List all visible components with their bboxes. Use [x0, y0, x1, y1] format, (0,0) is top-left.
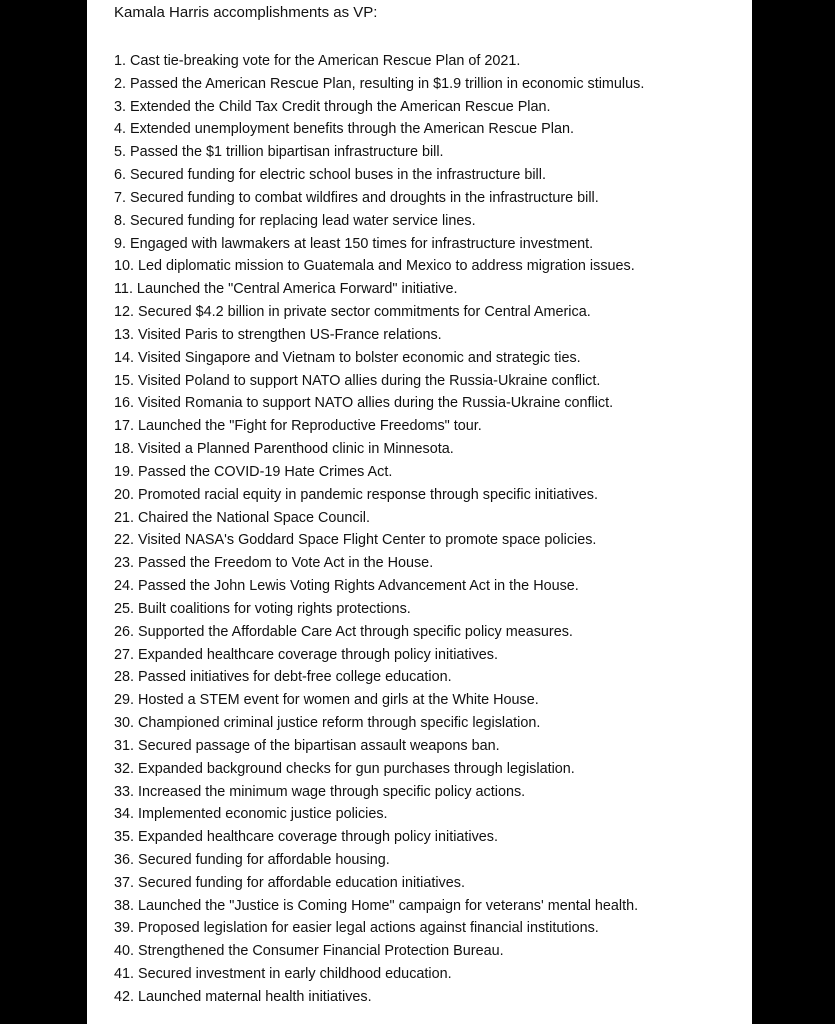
list-item: 1. Cast tie-breaking vote for the American Rescue Plan of 2021. — [114, 53, 521, 69]
list-item: 32. Expanded background checks for gun purchases through legislation. — [114, 760, 575, 777]
list-item: 40. Strengthened the Consumer Financial Protection Bureau. — [114, 943, 504, 960]
list-item: 26. Supported the Affordable Care Act through specific policy measures. — [114, 623, 573, 640]
list-item: 14. Visited Singapore and Vietnam to bolster economic and strategic ties. — [114, 349, 581, 366]
list-item: 36. Secured funding for affordable housing. — [114, 851, 390, 868]
list-item: 31. Secured passage of the bipartisan assault weapons ban. — [114, 737, 500, 754]
list-item: 15. Visited Poland to support NATO allies during the Russia-Ukraine conflict. — [114, 372, 601, 389]
list-item: 22. Visited NASA's Goddard Space Flight Center to promote space policies. — [114, 532, 597, 549]
list-item: 24. Passed the John Lewis Voting Rights Advancement Act in the House. — [114, 578, 579, 595]
list-item: 41. Secured investment in early childhood education. — [114, 966, 452, 983]
list-item: 16. Visited Romania to support NATO allies during the Russia-Ukraine conflict. — [114, 395, 614, 412]
list-item: 37. Secured funding for affordable education initiatives. — [114, 874, 465, 891]
list-item: 17. Launched the "Fight for Reproductive Freedoms" tour. — [114, 418, 482, 435]
list-item: 25. Built coalitions for voting rights protections. — [114, 600, 411, 617]
list-item: 30. Championed criminal justice reform through specific legislation. — [114, 715, 541, 732]
list-item: 27. Expanded healthcare coverage through policy initiatives. — [114, 646, 498, 663]
list-item: 12. Secured $4.2 billion in private sector commitments for Central America. — [114, 304, 591, 321]
list-item: 9. Engaged with lawmakers at least 150 times for infrastructure investment. — [114, 235, 594, 252]
list-item: 20. Promoted racial equity in pandemic response through specific initiatives. — [114, 486, 598, 503]
list-item: 5. Passed the $1 trillion bipartisan infrastructure bill. — [114, 144, 444, 161]
list-item: 18. Visited a Planned Parenthood clinic in Minnesota. — [114, 441, 454, 458]
document-page — [87, 0, 752, 1024]
list-item: 35. Expanded healthcare coverage through policy initiatives. — [114, 829, 498, 846]
list-item: 4. Extended unemployment benefits through the American Rescue Plan. — [114, 121, 574, 138]
list-item: 10. Led diplomatic mission to Guatemala and Mexico to address migration issues. — [114, 258, 635, 275]
document-heading: Kamala Harris accomplishments as VP: — [114, 4, 378, 21]
list-item: 38. Launched the "Justice is Coming Home" campaign for veterans' mental health. — [114, 897, 639, 914]
list-item: 34. Implemented economic justice policies. — [114, 806, 388, 823]
list-item: 21. Chaired the National Space Council. — [114, 509, 370, 526]
accomplishments-list — [114, 50, 644, 1009]
list-item: 39. Proposed legislation for easier legal actions against financial institutions. — [114, 920, 599, 937]
list-item: 7. Secured funding to combat wildfires and droughts in the infrastructure bill. — [114, 189, 599, 206]
list-item: 28. Passed initiatives for debt-free college education. — [114, 669, 452, 686]
list-item: 6. Secured funding for electric school buses in the infrastructure bill. — [114, 167, 546, 184]
list-item: 3. Extended the Child Tax Credit through the American Rescue Plan. — [114, 98, 551, 115]
list-item: 8. Secured funding for replacing lead water service lines. — [114, 212, 476, 229]
list-item: 33. Increased the minimum wage through specific policy actions. — [114, 783, 526, 800]
list-item: 2. Passed the American Rescue Plan, resulting in $1.9 trillion in economic stimulus. — [114, 75, 645, 92]
list-item: 11. Launched the "Central America Forward" initiative. — [114, 281, 458, 298]
list-item: 29. Hosted a STEM event for women and girls at the White House. — [114, 692, 539, 709]
list-item: 42. Launched maternal health initiatives. — [114, 988, 372, 1005]
list-item: 23. Passed the Freedom to Vote Act in the House. — [114, 555, 434, 572]
list-item: 19. Passed the COVID-19 Hate Crimes Act. — [114, 463, 393, 480]
list-item: 13. Visited Paris to strengthen US-France relations. — [114, 326, 442, 343]
